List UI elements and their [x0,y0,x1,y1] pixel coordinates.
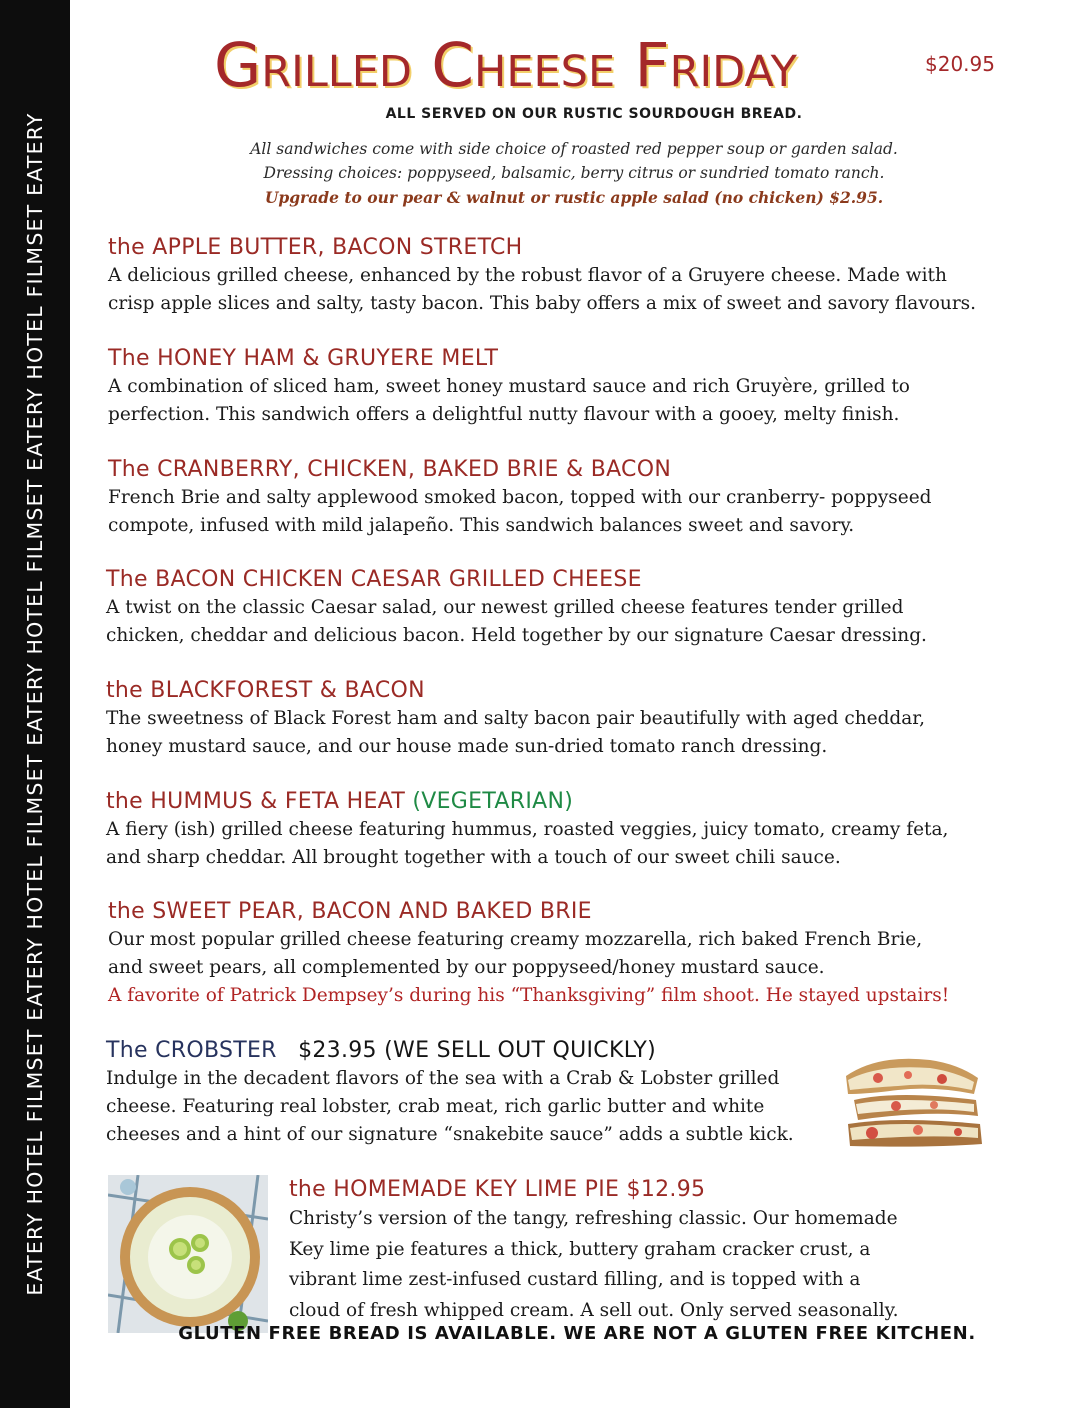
menu-item-desc: Our most popular grilled cheese featuring creamy mozzarella, rich baked French Brie, [108,929,923,950]
menu-item-desc: Christy’s version of the tangy, refreshing classic. Our homemade [289,1208,898,1229]
menu-price: $20.95 [925,52,995,76]
menu-item-desc: The sweetness of Black Forest ham and salty bacon pair beautifully with aged cheddar, [106,708,925,729]
menu-item [108,456,1028,540]
menu-item [106,566,1026,650]
menu-item-title-row [106,1037,836,1065]
menu-item-title: the APPLE BUTTER, BACON STRETCH [108,235,523,260]
gluten-free-notice: GLUTEN FREE BREAD IS AVAILABLE. WE ARE NOT A GLUTEN FREE KITCHEN. [178,1323,976,1344]
menu-item-desc: and sweet pears, all complemented by our poppyseed/honey mustard sauce. [108,957,825,978]
menu-item-price-note: $23.95 (WE SELL OUT QUICKLY) [298,1038,656,1063]
menu-subtitle: ALL SERVED ON OUR RUSTIC SOURDOUGH BREAD. [385,106,803,122]
menu-item-desc: vibrant lime zest-infused custard filling, and is topped with a [289,1269,861,1290]
menu-item [106,1037,836,1149]
key-lime-pie-image [108,1175,268,1333]
menu-item [108,898,1028,1010]
menu-item [106,788,1026,872]
side-banner-text: EATERY HOTEL FILMSET EATERY HOTEL FILMSET EATERY HOTEL FILMSET EATERY HOTEL FILMSET EATERY [23,112,47,1296]
menu-item-desc: A twist on the classic Caesar salad, our newest grilled cheese features tender grilled [106,597,904,618]
crobster-sandwich-image [838,1050,986,1152]
menu-item-title: The CRANBERRY, CHICKEN, BAKED BRIE & BACON [108,457,672,482]
menu-item-desc: perfection. This sandwich offers a delightful nutty flavour with a gooey, melty finish. [108,404,900,425]
menu-item-title: The BACON CHICKEN CAESAR GRILLED CHEESE [106,567,642,592]
menu-item-desc: chicken, cheddar and delicious bacon. Held together by our signature Caesar dressing. [106,625,927,646]
vegetarian-tag: (VEGETARIAN) [412,789,574,814]
menu-item-desc: cheese. Featuring real lobster, crab meat, rich garlic butter and white [106,1096,765,1117]
menu-item-desc: cloud of fresh whipped cream. A sell out. Only served seasonally. [289,1299,899,1321]
menu-item-desc: crisp apple slices and salty, tasty bacon. This baby offers a mix of sweet and savory flavours. [108,293,977,314]
menu-item-desc: A fiery (ish) grilled cheese featuring hummus, roasted veggies, juicy tomato, creamy feta, [106,819,949,840]
menu-item [108,234,1028,318]
intro-dressings: Dressing choices: poppyseed, balsamic, berry citrus or sundried tomato ranch. [263,164,885,182]
menu-title: Grilled Cheese Friday [214,30,797,101]
menu-item [106,677,1026,761]
intro-sides: All sandwiches come with side choice of roasted red pepper soup or garden salad. [250,140,898,158]
menu-item-title: the HUMMUS & FETA HEAT [106,789,406,814]
menu-item-title: the HOMEMADE KEY LIME PIE $12.95 [289,1177,706,1202]
menu-item-desc: Indulge in the decadent flavors of the sea with a Crab & Lobster grilled [106,1068,780,1089]
menu-item-title-row [106,788,1026,816]
side-banner [0,0,70,1408]
menu-item-desc: A combination of sliced ham, sweet honey mustard sauce and rich Gruyère, grilled to [108,376,910,397]
menu-item-title: the BLACKFOREST & BACON [106,678,425,703]
menu-item-desc: honey mustard sauce, and our house made sun-dried tomato ranch dressing. [106,736,828,757]
menu-item-desc: and sharp cheddar. All brought together with a touch of our sweet chili sauce. [106,847,841,868]
menu-item [289,1176,969,1326]
menu-item [108,345,1028,429]
menu-item-desc: cheeses and a hint of our signature “snakebite sauce” adds a subtle kick. [106,1124,794,1145]
menu-item-title: The HONEY HAM & GRUYERE MELT [108,346,499,371]
menu-item-title: the SWEET PEAR, BACON AND BAKED BRIE [108,899,592,924]
celebrity-note: A favorite of Patrick Dempsey’s during his “Thanksgiving” film shoot. He stayed upstairs! [108,985,950,1006]
menu-item-desc: A delicious grilled cheese, enhanced by the robust flavor of a Gruyere cheese. Made with [108,265,947,286]
menu-item-title: The CROBSTER [106,1038,277,1063]
menu-item-desc: Key lime pie features a thick, buttery graham cracker crust, a [289,1238,871,1260]
intro-upgrade: Upgrade to our pear & walnut or rustic apple salad (no chicken) $2.95. [264,188,884,207]
menu-item-desc: compote, infused with mild jalapeño. This sandwich balances sweet and savory. [108,515,855,536]
menu-item-desc: French Brie and salty applewood smoked bacon, topped with our cranberry- poppyseed [108,487,932,508]
